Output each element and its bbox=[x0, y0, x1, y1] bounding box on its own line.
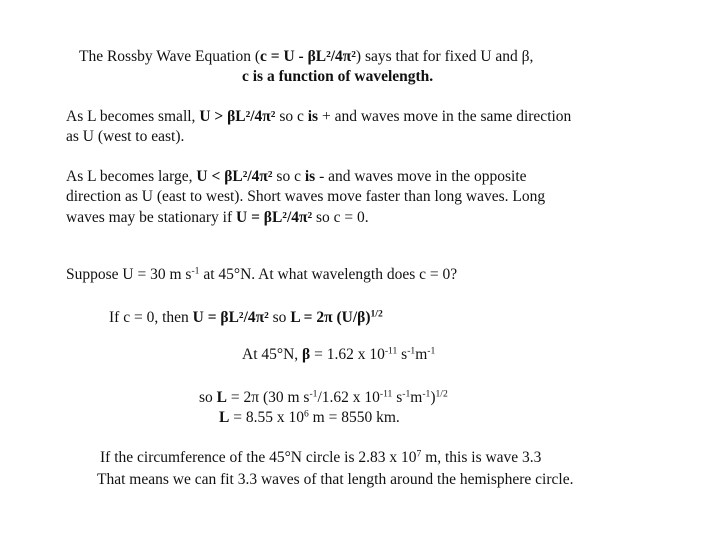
superscript: -1 bbox=[309, 388, 318, 400]
circumference-line bbox=[100, 449, 541, 467]
superscript: 1/2 bbox=[435, 388, 448, 400]
superscript: 6 bbox=[303, 408, 309, 420]
small-l-line-2: as U (west to east). bbox=[66, 128, 185, 145]
text: m bbox=[415, 346, 428, 363]
large-l-line-2: direction as U (east to west). Short waves move faster than long waves. Long bbox=[66, 188, 546, 205]
text: waves may be stationary if bbox=[66, 209, 237, 226]
superscript: -1 bbox=[427, 345, 436, 357]
text: is bbox=[307, 108, 319, 125]
text: at 45°N. At what wavelength does c = 0? bbox=[199, 266, 458, 283]
inequality: U > βL²/4π² bbox=[199, 108, 276, 125]
intro-line-2: c is a function of wavelength. bbox=[242, 68, 434, 85]
text: so bbox=[199, 389, 217, 406]
intro-line-1 bbox=[79, 48, 533, 66]
superscript: -11 bbox=[379, 388, 393, 400]
step-3 bbox=[199, 389, 448, 407]
beta-symbol: β bbox=[302, 346, 311, 363]
text: Suppose U = 30 m s bbox=[66, 266, 192, 283]
large-l-line-1 bbox=[66, 168, 527, 186]
text: At 45°N, bbox=[242, 346, 303, 363]
superscript: 1/2 bbox=[370, 308, 383, 320]
text: = 2π (30 m s bbox=[227, 389, 310, 406]
question bbox=[66, 266, 457, 284]
text: is bbox=[304, 168, 316, 185]
text: /1.62 x 10 bbox=[317, 389, 380, 406]
text: ) says that for fixed U and β, bbox=[355, 48, 534, 65]
superscript: -1 bbox=[402, 388, 411, 400]
superscript: -1 bbox=[422, 388, 431, 400]
equation: U = βL²/4π² bbox=[236, 209, 313, 226]
text: If the circumference of the 45°N circle is 2.83 x 10 bbox=[100, 449, 417, 466]
inequality: U < βL²/4π² bbox=[196, 168, 273, 185]
conclusion: That means we can fit 3.3 waves of that length around the hemisphere circle. bbox=[97, 471, 574, 488]
text: = 8.55 x 10 bbox=[229, 409, 304, 426]
superscript: -1 bbox=[191, 265, 200, 277]
text: L bbox=[216, 389, 228, 406]
text: + and waves move in the same direction bbox=[318, 108, 572, 125]
text: s bbox=[397, 346, 408, 363]
step-2 bbox=[242, 346, 435, 364]
text: so bbox=[268, 309, 291, 326]
text: m, this is wave 3.3 bbox=[421, 449, 542, 466]
superscript: 7 bbox=[416, 448, 422, 460]
step-1 bbox=[109, 309, 383, 327]
text: so c = 0. bbox=[312, 209, 369, 226]
superscript: -11 bbox=[384, 345, 398, 357]
rossby-equation: c = U - βL²/4π² bbox=[260, 48, 356, 65]
text: The Rossby Wave Equation ( bbox=[79, 48, 260, 65]
text: As L becomes large, bbox=[66, 168, 197, 185]
text: If c = 0, then bbox=[109, 309, 193, 326]
large-l-line-3 bbox=[66, 209, 369, 227]
superscript: -1 bbox=[407, 345, 416, 357]
wavelength-formula: L = 2π (U/β) bbox=[290, 309, 371, 326]
text: As L becomes small, bbox=[66, 108, 200, 125]
step-4 bbox=[219, 409, 400, 427]
text: s bbox=[392, 389, 403, 406]
text: so c bbox=[275, 108, 308, 125]
text: - and waves move in the opposite bbox=[315, 168, 527, 185]
text: m = 8550 km. bbox=[308, 409, 400, 426]
text: so c bbox=[272, 168, 305, 185]
text: m bbox=[410, 389, 423, 406]
equation: U = βL²/4π² bbox=[192, 309, 269, 326]
small-l-line-1 bbox=[66, 108, 571, 126]
text: L bbox=[219, 409, 230, 426]
text: ) bbox=[430, 389, 436, 406]
text: = 1.62 x 10 bbox=[310, 346, 385, 363]
